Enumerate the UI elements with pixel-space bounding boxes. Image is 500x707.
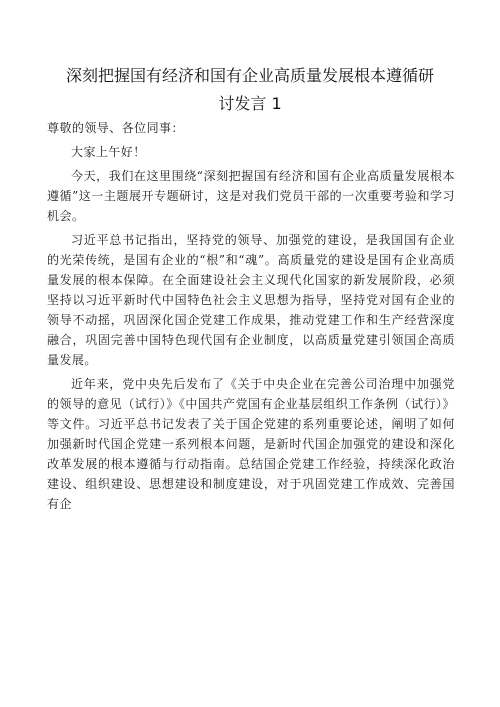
greeting: 大家上午好！	[71, 145, 146, 159]
paragraph-intro: 今天，我们在这里围绕“深刻把握国有经济和国有企业高质量发展根本遵循”这一主题展开专题研讨，这是对我们党员干部的一次重要考验和学习机会。	[47, 169, 455, 223]
paragraph-recent-documents: 近年来，党中央先后发布了《关于中央企业在完善公司治理中加强党的领导的意见（试行）》《中国共产党国有企业基层组织工作条例（试行）》等文件。习近平总书记发表了关于国企党建的系列重要论述，阐明了如何加强新时代国企党建一系列根本问题，是新时代国企加强党的建设和深化改革发展的根本遵循与行动指南。总结国企党建工作经验，持续深化政治建设、组织建设、思想建设和制度建设，对于巩固党建工作成效、完善国有企	[47, 377, 455, 511]
salutation: 尊敬的领导、各位同事：	[47, 121, 184, 135]
document-body	[47, 118, 455, 518]
paragraph-party-leadership: 习近平总书记指出，坚持党的领导、加强党的建设，是我国国有企业的光荣传统，是国有企业的“根”和“魂”。高质量党的建设是国有企业高质量发展的根本保障。在全面建设社会主义现代化国家的新发展阶段，必须坚持以习近平新时代中国特色社会主义思想为指导，坚持党对国有企业的领导不动摇，巩固深化国企党建工作成果，推动党建工作和生产经营深度融合，巩固完善中国特色现代国有企业制度，以高质量党建引领国企高质量发展。	[47, 233, 455, 367]
document-title-line-2: 讨发言 1	[218, 94, 282, 113]
document-title-line-1: 深刻把握国有经济和国有企业高质量发展根本遵循研	[65, 66, 434, 85]
